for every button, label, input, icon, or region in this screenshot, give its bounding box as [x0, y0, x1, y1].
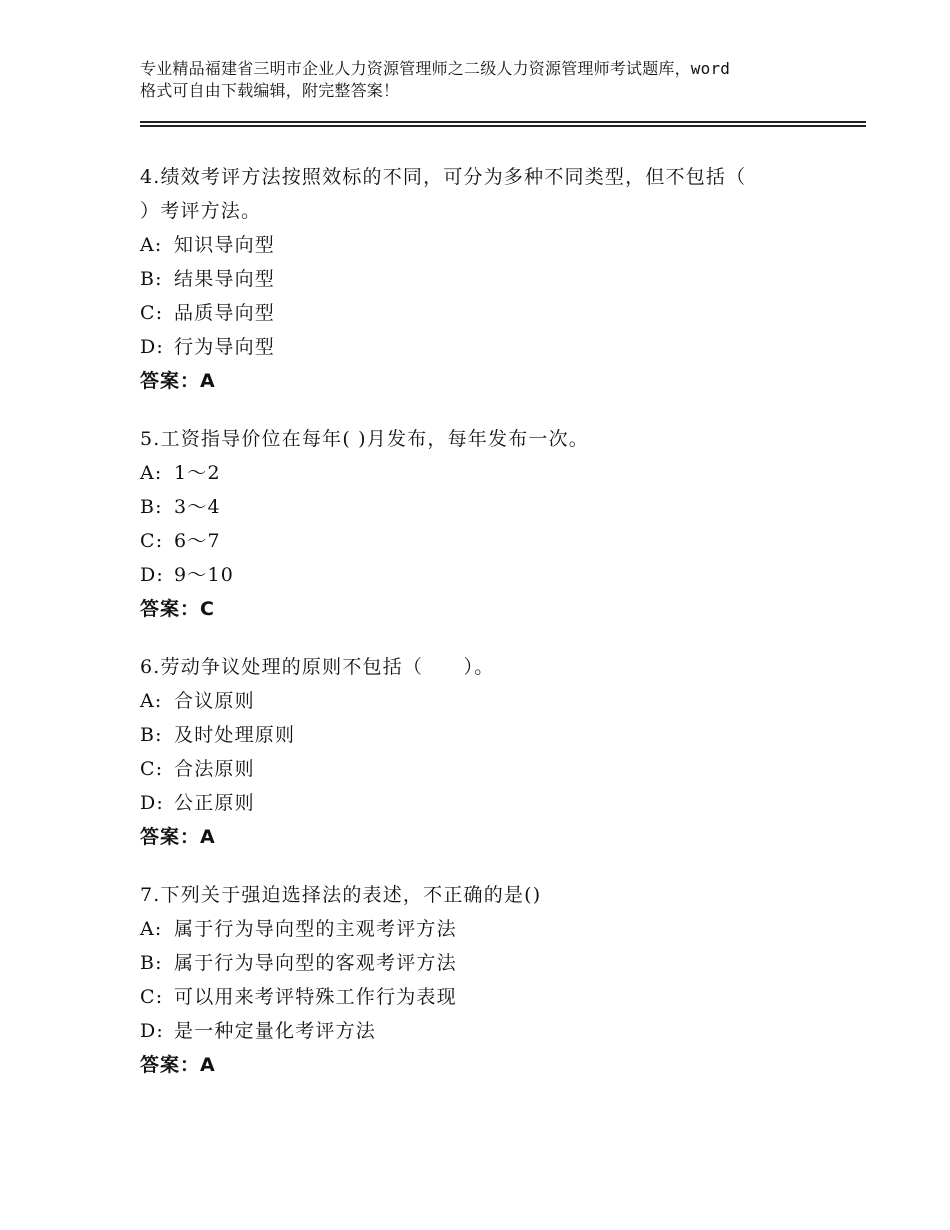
document-header [140, 58, 840, 102]
answer-line: 答案：A [140, 370, 216, 392]
header-title-line-2: 格式可自由下载编辑，附完整答案！ [140, 81, 400, 100]
option-letter: D: [140, 336, 165, 358]
question-5 [140, 422, 860, 626]
option-text: 3～4 [174, 496, 221, 518]
option-letter: B: [140, 496, 163, 518]
option-text: 属于行为导向型的主观考评方法 [174, 918, 457, 940]
option-letter: A: [140, 234, 163, 256]
option-letter: B: [140, 724, 163, 746]
header-title-line-1: 专业精品福建省三明市企业人力资源管理师之二级人力资源管理师考试题库，word [140, 59, 731, 78]
question-list [140, 160, 860, 1106]
option-b [140, 490, 860, 524]
option-letter: A: [140, 918, 163, 940]
question-text-continued: ）考评方法。 [140, 200, 262, 222]
option-letter: D: [140, 1020, 165, 1042]
option-letter: A: [140, 690, 163, 712]
option-letter: C: [140, 302, 164, 324]
option-b [140, 946, 860, 980]
answer-line: 答案：A [140, 1054, 216, 1076]
option-text: 结果导向型 [174, 268, 276, 290]
option-letter: A: [140, 462, 163, 484]
option-b [140, 262, 860, 296]
option-d [140, 1014, 860, 1048]
option-text: 是一种定量化考评方法 [174, 1020, 377, 1042]
option-a [140, 456, 860, 490]
option-c [140, 296, 860, 330]
option-text: 9～10 [174, 564, 235, 586]
option-c [140, 752, 860, 786]
option-a [140, 684, 860, 718]
question-7 [140, 878, 860, 1082]
option-c [140, 524, 860, 558]
option-letter: D: [140, 564, 165, 586]
option-text: 行为导向型 [174, 336, 276, 358]
option-text: 品质导向型 [174, 302, 276, 324]
question-text: 4.绩效考评方法按照效标的不同，可分为多种不同类型，但不包括（ [140, 166, 747, 188]
option-text: 合议原则 [174, 690, 255, 712]
option-letter: C: [140, 986, 164, 1008]
option-text: 1～2 [174, 462, 221, 484]
option-letter: C: [140, 530, 164, 552]
question-text: 5.工资指导价位在每年( )月发布，每年发布一次。 [140, 428, 589, 450]
question-text: 7.下列关于强迫选择法的表述，不正确的是() [140, 884, 542, 906]
answer-line: 答案：C [140, 598, 215, 620]
header-divider-top [140, 121, 866, 123]
option-d [140, 558, 860, 592]
option-text: 公正原则 [174, 792, 255, 814]
option-d [140, 330, 860, 364]
option-letter: C: [140, 758, 164, 780]
option-text: 及时处理原则 [174, 724, 296, 746]
option-a [140, 912, 860, 946]
option-text: 知识导向型 [174, 234, 276, 256]
question-6 [140, 650, 860, 854]
option-a [140, 228, 860, 262]
option-text: 6～7 [174, 530, 221, 552]
question-4 [140, 160, 860, 398]
option-letter: B: [140, 952, 163, 974]
answer-line: 答案：A [140, 826, 216, 848]
option-letter: D: [140, 792, 165, 814]
option-text: 属于行为导向型的客观考评方法 [174, 952, 457, 974]
option-c [140, 980, 860, 1014]
question-text: 6.劳动争议处理的原则不包括（ ）。 [140, 656, 495, 678]
option-d [140, 786, 860, 820]
option-text: 合法原则 [174, 758, 255, 780]
option-text: 可以用来考评特殊工作行为表现 [174, 986, 457, 1008]
option-letter: B: [140, 268, 163, 290]
header-divider-bottom [140, 125, 866, 127]
option-b [140, 718, 860, 752]
